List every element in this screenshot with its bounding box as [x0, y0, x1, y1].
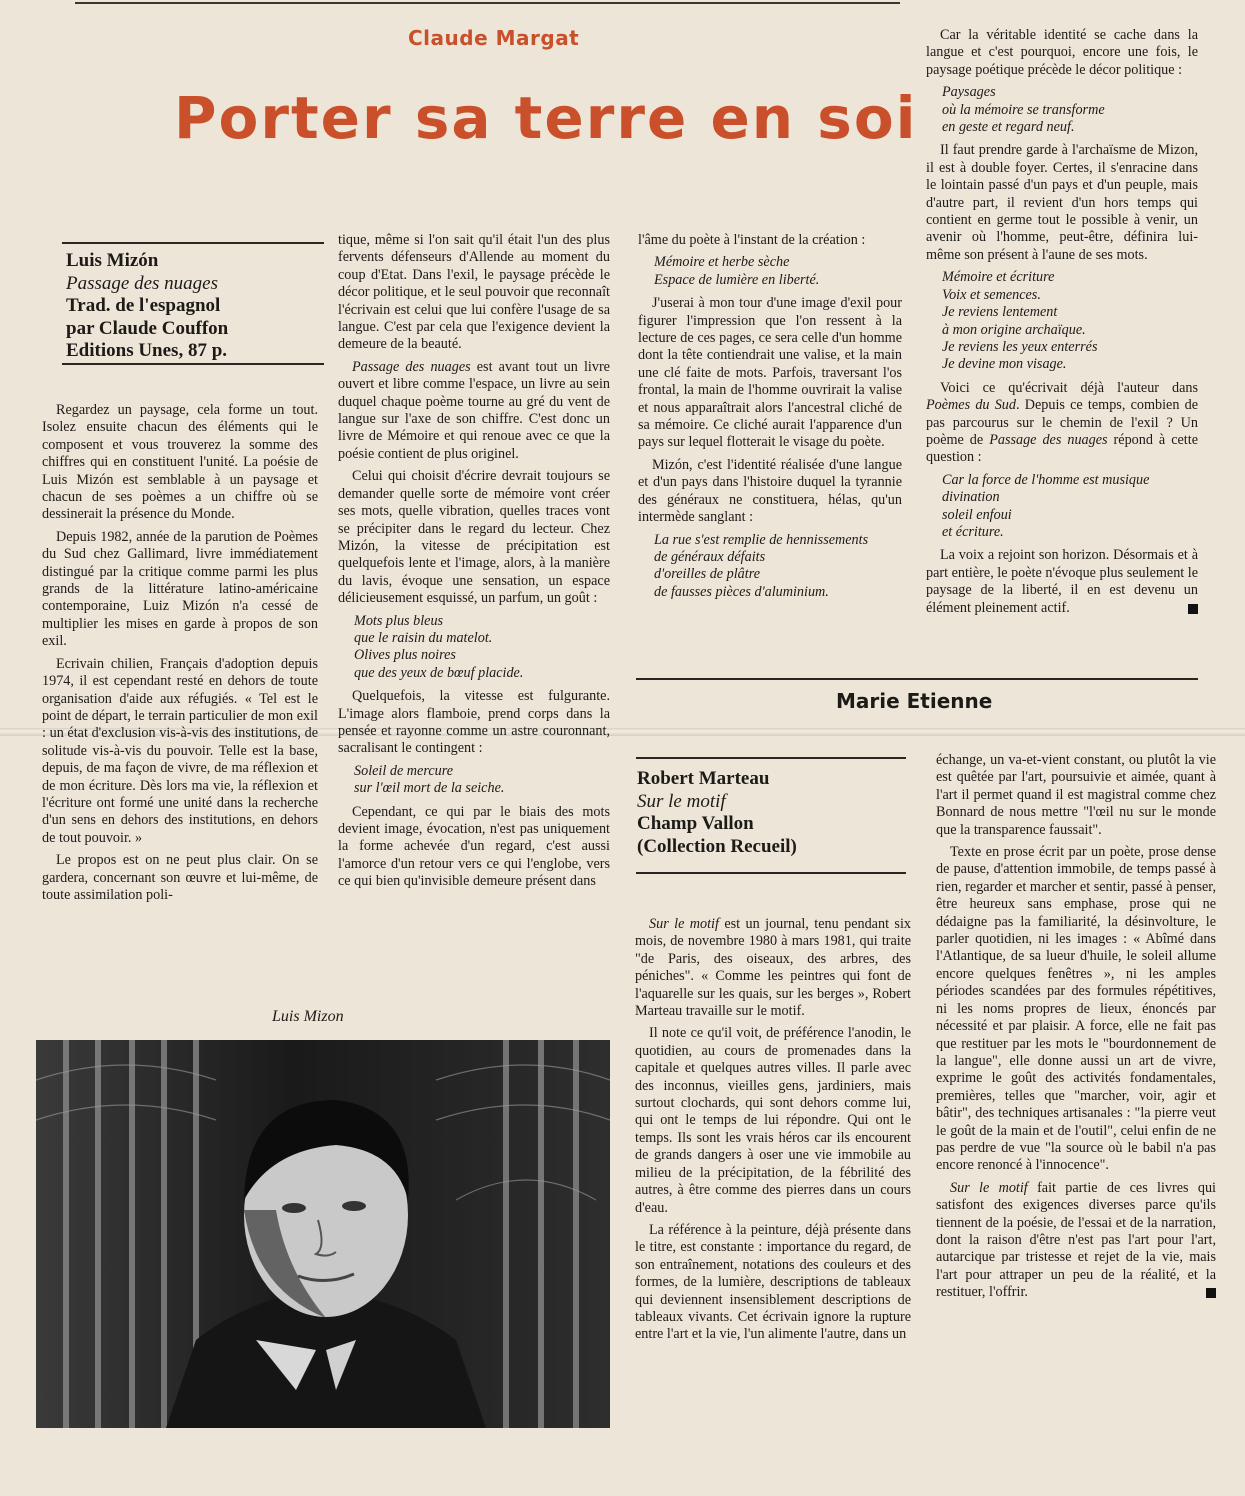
end-of-article-mark [1188, 604, 1198, 614]
bookref-bottom-rule [62, 363, 324, 365]
book-translator: par Claude Couffon [66, 317, 229, 339]
article1-column-2 [338, 232, 610, 896]
book-title: Sur le motif [637, 790, 726, 812]
poem-excerpt: Soleil de mercure sur l'œil mort de la seiche. [354, 762, 505, 797]
poem-excerpt: La rue s'est remplie de hennissements de généraux défaits d'oreilles de plâtre de fausses pièces d'aluminium. [654, 531, 869, 600]
article1-column-4 [926, 27, 1198, 622]
paragraph: Celui qui choisit d'écrire devrait toujours se demander quelle sorte de mémoire vont créer ses mots, quelle vibration, quelles traces vont se précipiter dans le regard du lecteur. Chez Mizón, la vitesse de précipitation est quelquefois lente et l'image, alors, à la manière du lavis, évoque une sensation, un espace délicieusement esquissé, un parfum, un goût : [338, 468, 610, 607]
bookref2-bottom-rule [636, 872, 906, 874]
paragraph: Passage des nuages est avant tout un livre ouvert et libre comme l'espace, un livre au sein duquel chaque poème tourne au gré du vent de langue sur l'axe de son chiffre. C'est donc un livre de Mémoire et qui renoue avec ce que la poésie contient de plus originel. [338, 358, 610, 462]
paragraph: l'âme du poète à l'instant de la création : [638, 232, 866, 248]
paragraph: Regardez un paysage, cela forme un tout. Isolez ensuite chacun des éléments qui le composent et vous trouverez la somme des chiffres qui en constituent l'unité. La poésie de Luis Mizón est semblable à un paysage et chacun de ses poèmes a un chiffre où se dessinerait la présence du Monde. [42, 402, 318, 523]
paragraph: échange, un va-et-vient constant, ou plutôt la vie est quêtée par l'art, poursuivie et aimée, quant à l'art il permet quand il est magistral comme chez Bonnard de nous mettre "l'œil nu sur le monde que la transparence faussait". [936, 752, 1216, 838]
paragraph: La référence à la peinture, déjà présente dans le titre, est constante : importance du regard, de son entraînement, notations des couleurs et des formes, de la lumière, descriptions de tableaux qui deviennent insensiblement descriptions de tableaux vivants. Cet écrivain ignore la rupture entre l'art et la vie, l'un alimente l'autre, dans un [635, 1221, 911, 1343]
book-collection: (Collection Recueil) [637, 835, 797, 857]
poem-excerpt: Mémoire et écriture Voix et semences. Je reviens lentement à mon origine archaïque. Je reviens les yeux enterrés Je devine mon visage. [942, 269, 1098, 373]
paragraph: Ecrivain chilien, Français d'adoption depuis 1974, il est cependant resté en dehors de toute organisation d'aide aux réfugiés. « Tel est le point de départ, le terrain particulier de mon exil : un état d'exclusion vis-à-vis des institutions, de solitude vis-à-vis du pouvoir. Telle est la base, depuis, de ma façon de vivre, de ma réflexion et de mon écriture. Dès lors ma vie, la réflexion et l'écriture ont formé une unité dans la recherche d'un sens en dehors des institutions, en dehors de tout pouvoir. » [42, 655, 318, 846]
end-of-article-mark [1206, 1288, 1216, 1298]
paragraph: La voix a rejoint son horizon. Désormais et à part entière, le poète n'évoque plus seulement le paysage de la liberté, il en est devenu un élément pleinement actif. [926, 547, 1199, 616]
paragraph: J'userai à mon tour d'une image d'exil pour figurer l'impression que l'on ressent à la lecture de ces pages, ce sera celle d'un homme dont la tête contiendrait une valise, et la main une clé faite de mots. Parfois, traversant l'os frontal, la main de l'homme ouvrirait la valise et nous apparaîtrait alors l'ancestral cliché de sa mémoire. Ce cliché aurait l'apparence d'un pays sur lequel flotterait le visage du poète. [638, 295, 902, 451]
book-title-inline: Passage des nuages [352, 358, 471, 375]
article1-author: Claude Margat [408, 26, 580, 50]
paragraph: Mizón, c'est l'identité réalisée d'une langue et d'un pays dans l'histoire duquel la tyrannie des généraux ne constituera, hélas, qu'un intermède sanglant : [638, 456, 902, 526]
paragraph: Depuis 1982, année de la parution de Poèmes du Sud chez Gallimard, livre immédiatement distingué par la critique comme parmi les plus grands de la littérature latino-américaine contemporaine, Luiz Mizón n'a cessé de multiplier les mises en garde à propos de son exil. [42, 528, 318, 650]
paragraph: Texte en prose écrit par un poète, prose dense de pause, d'attention immobile, de temps passé à rien, regarder et marcher et sentir, passé à penser, être heureux sans emphase, prose qui ne dédaigne pas la familiarité, la désinvolture, le parler quotidien, ni les images : « Abîmé dans l'Atlantique, de sa lueur d'huile, le soleil allume encore quelques fenêtres », ni les amples périodes scandées par des formules répétitives, ni les noms propres de lieux, énoncés par nécessité et par plaisir. A force, elle ne fait pas que restituer par les mots le "bourdonnement de la langue", elle donne aussi un art de vivre, exprime le goût des activités fondamentales, premières, telles que "marcher, voir, agir et bâtir", des techniques artisanales : "la pierre veut le goût de la main et de l'outil", celui enfin de ne pas perdre de vue "la source où le babil n'a pas encore renoncé à l'innocence". [936, 844, 1216, 1174]
article1-headline: Porter sa terre en soi [174, 84, 918, 152]
poem-excerpt: Mots plus bleus que le raisin du matelot. Olives plus noires que des yeux de bœuf placide. [354, 612, 524, 681]
photo-caption: Luis Mizon [272, 1008, 344, 1025]
bookref-top-rule [62, 242, 324, 244]
paragraph: Car la véritable identité se cache dans la langue et c'est pourquoi, encore une fois, le paysage poétique précède le décor politique : [926, 27, 1198, 78]
bookref2-top-rule [636, 757, 906, 759]
paragraph: Cependant, ce qui par le biais des mots devient image, évocation, n'est pas uniquement la forme achevée d'un regard, c'est aussi l'amorce d'un retour vers ce qui l'englobe, vers ce qui bien qu'invisible demeure présent dans [338, 803, 610, 890]
poem-excerpt: Paysages où la mémoire se transforme en geste et regard neuf. [942, 84, 1105, 136]
article1-column-1 [42, 402, 318, 909]
article1-column-3 [638, 232, 902, 607]
paragraph: Sur le motif fait partie de ces livres qui satisfont des exigences diverses parce qu'ils tiennent de la poésie, de l'essai et de la narration, dont la raison d'être n'est pas l'art pour l'art, autarcique par tristesse et rejet de la vie, mais l'art pour attraper un peu de la réalité, et la restituer, l'offrir. [936, 1179, 1216, 1301]
paragraph: Sur le motif est un journal, tenu pendant six mois, de novembre 1980 à mars 1981, qui traite "de Paris, des oiseaux, des arbres, des péniches". « Comme les peintres qui font de l'aquarelle sur les quais, sur les berges », Robert Marteau travaille sur le motif. [635, 916, 911, 1020]
book-reference-marteau [637, 768, 907, 858]
book-author: Robert Marteau [637, 768, 770, 789]
paragraph: Voici ce qu'écrivait déjà l'auteur dans Poèmes du Sud. Depuis ce temps, combien de pas parcourus sur le chemin de l'exil ? Un poème de Passage des nuages répond à cette question : [926, 379, 1199, 466]
book-author: Luis Mizón [66, 250, 159, 271]
poem-excerpt: Mémoire et herbe sèche Espace de lumière en liberté. [654, 254, 820, 288]
book-publisher: Editions Unes, 87 p. [66, 340, 228, 361]
portrait-illustration [36, 1040, 610, 1428]
poem-excerpt: Car la force de l'homme est musique divination soleil enfoui et écriture. [942, 471, 1150, 540]
top-rule [75, 2, 900, 4]
book-reference-mizon [66, 250, 326, 363]
paragraph: tique, même si l'on sait qu'il était l'un des plus fervents défenseurs d'Allende au moment du coup d'Etat. Dans l'exil, le paysage précède le décor politique, et le seul pouvoir que reconnaît l'écrivain est celui que lui confère l'usage de sa langue. C'est par cela que l'exigence devient la demeure de la beauté. [338, 232, 610, 353]
section-divider [636, 678, 1198, 680]
article2-column-2 [936, 752, 1216, 1307]
book-publisher: Champ Vallon [637, 813, 754, 834]
paragraph: Il faut prendre garde à l'archaïsme de Mizon, il est à double foyer. Certes, il s'enracine dans le lointain passé d'un pays et d'un peuple, mais d'autre part, il revient d'un hors temps qui contient en germe tout le possible à venir, un avenir où l'homme, peut-être, définira lui-même son présent à l'aune de ses mots. [926, 142, 1198, 263]
book-translation: Trad. de l'espagnol [66, 295, 221, 316]
article2-column-1 [635, 916, 911, 1349]
article2-author: Marie Etienne [836, 689, 993, 713]
paragraph: Quelquefois, la vitesse est fulgurante. L'image alors flamboie, prend corps dans la pensée et rayonne comme un astre couronnant, sacralisant le contingent : [338, 688, 610, 757]
book-title: Passage des nuages [66, 272, 218, 294]
paragraph: Il note ce qu'il voit, de préférence l'anodin, le quotidien, au cours de promenades dans la capitale et quelques autres villes. Il parle avec des inconnus, vieilles gens, jardiniers, mais surtout clochards, qui sont dehors comme lui, qui ont le temps de lui répondre. Qui ont le temps. Ils sont les vrais héros car ils encourent de grands dangers à oser une vie immobile au milieu de la précipitation, de la fébrilité des autres, à être comme des pierres dans un cours d'eau. [635, 1025, 911, 1216]
paragraph: Le propos est on ne peut plus clair. On se gardera, concernant son œuvre et lui-même, de toute assimilation poli- [42, 852, 318, 903]
author-portrait-photo [36, 1040, 610, 1428]
